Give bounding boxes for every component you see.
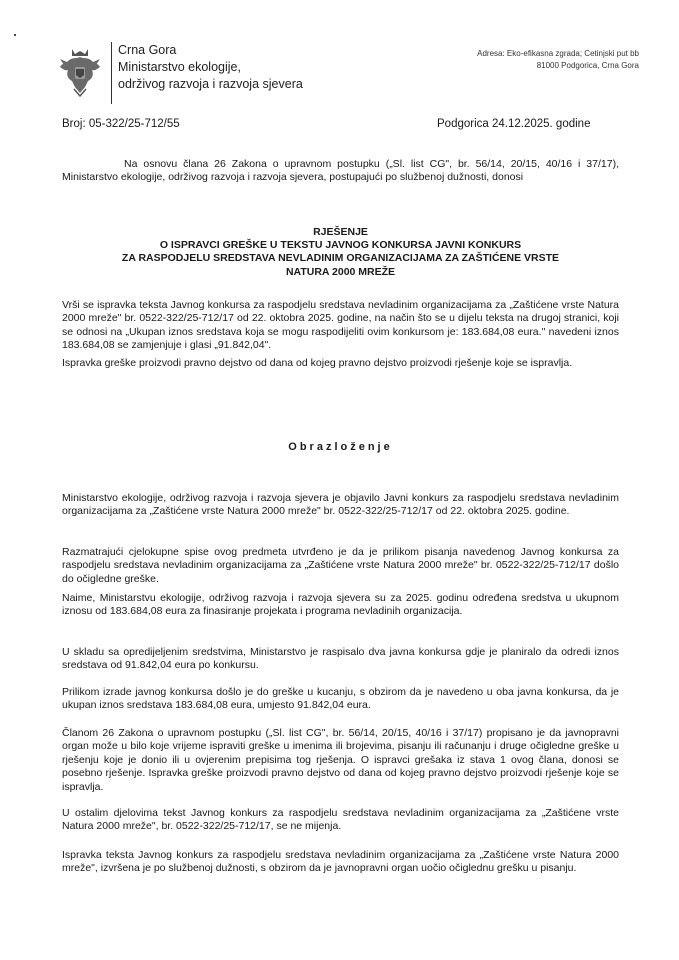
- reasoning-paragraph-5: Prilikom izrade javnog konkursa došlo je do greške u kucanju, s obzirom da je navedeno u oba javna konkursa, da je ukupan iznos sredstava 183.684,08 eura, umjesto 91.842,04 eura.: [62, 686, 619, 712]
- reasoning-heading: Obrazloženje: [288, 441, 393, 453]
- decision-paragraph-1: Vrši se ispravka teksta Javnog konkursa za raspodjelu sredstava nevladinim organizacijama za „Zaštićene vrste Natura 2000 mreže" br. 0522-322/25-712/17 od 22. oktobra 2025. godine, na način što se u dijelu teksta na drugoj stranici, koji se odnosi na „Ukupan iznos sredstava koja se mogu raspodijeliti ovim konkursom je: 183.684,08 eura." navedeni iznos 183.684,08 se zamjenjuje i glasi „91.842,04".: [62, 299, 619, 352]
- ministry-line-1: Ministarstvo ekologije,: [118, 60, 241, 74]
- ministry-line-2: održivog razvoja i razvoja sjevera: [118, 77, 303, 91]
- document-title: [62, 226, 619, 279]
- intro-paragraph: Na osnovu člana 26 Zakona o upravnom postupku („Sl. list CG", br. 56/14, 20/15, 40/16 i 37/17), Ministarstvo ekologije, održivog razvoja i razvoja sjevera, postupajući po službenoj dužnosti, donosi: [62, 158, 619, 184]
- title-line-1: RJEŠENJE: [313, 226, 368, 238]
- title-line-4: NATURA 2000 MREŽE: [285, 265, 396, 278]
- country-name: Crna Gora: [118, 43, 177, 57]
- decision-paragraph-2: Ispravka greške proizvodi pravno dejstvo od dana od kojeg pravno dejstvo proizvodi rješenje koje se ispravlja.: [62, 357, 573, 369]
- title-line-2: O ISPRAVCI GREŠKE U TEKSTU JAVNOG KONKURSA JAVNI KONKURS: [159, 239, 522, 252]
- title-line-3: ZA RASPODJELU SREDSTAVA NEVLADINIM ORGANIZACIJAMA ZA ZAŠTIĆENE VRSTE: [121, 252, 560, 265]
- reasoning-paragraph-6: Članom 26 Zakona o upravnom postupku („Sl. list CG", br. 56/14, 20/15, 40/16 i 37/17) propisano je da javnopravni organ može u bilo koje vrijeme ispraviti greške u imenima ili brojevima, pisanju ili računanju i druge očigledne greške u rješenju koje je donio ili u ovjerenim prepisima tog rješenja. O ispravci grešaka iz stava 1 ovog člana, donosi se posebno rješenje. Ispravka greške proizvodi pravno dejstvo od dana od kojeg pravno dejstvo proizvodi rješenje koje se ispravlja.: [62, 727, 619, 793]
- header-divider: [111, 42, 112, 104]
- reasoning-paragraph-7: U ostalim djelovima tekst Javnog konkurs za raspodjelu sredstava nevladinim organizacijama za „Zaštićene vrste Natura 2000 mreže", br. 0522-322/25-712/17, se ne mijenja.: [62, 807, 619, 833]
- place-date: Podgorica 24.12.2025. godine: [437, 118, 591, 130]
- address-line-1: Adresa: Eko-efikasna zgrada; Cetinjski put bb: [477, 49, 639, 58]
- reasoning-paragraph-3: Naime, Ministarstvu ekologije, održivog razvoja i razvoja sjevera su za 2025. godinu određena sredstva u ukupnom iznosu od 183.684,08 eura za finasiranje projekata i programa nevladinih organizacija.: [62, 592, 619, 618]
- reasoning-paragraph-2: Razmatrajući cjelokupne spise ovog predmeta utvrđeno je da je prilikom pisanja navedenog Javnog konkursa za raspodjelu sredstava nevladinim organizacijama za „Zaštićene vrste Natura 2000 mreže" br. 0522-322/25-712/17 došlo do očigledne greške.: [62, 546, 619, 585]
- address-line-2: 81000 Podgorica, Crna Gora: [536, 61, 639, 70]
- coat-of-arms-icon: [58, 45, 102, 97]
- ministry-name: [118, 42, 303, 93]
- scan-speck: [14, 34, 16, 36]
- reasoning-paragraph-1: Ministarstvo ekologije, održivog razvoja i razvoja sjevera je objavilo Javni konkurs za raspodjelu sredstava nevladinim organizacijama za „Zaštićene vrste Natura 2000 mreže" br. 0522-322/25-712/17 od 22. oktobra 2025. godine.: [62, 492, 619, 518]
- reasoning-paragraph-4: U skladu sa opredijeljenim sredstvima, Ministarstvo je raspisalo dva javna konkursa gdje je planiralo da odredi iznos sredstava od 91.842,04 eura po konkursu.: [62, 646, 619, 672]
- reference-number: Broj: 05-322/25-712/55: [62, 118, 180, 130]
- address-block: [477, 48, 639, 72]
- reasoning-paragraph-8: Ispravka teksta Javnog konkurs za raspodjelu sredstava nevladinim organizacijama za „Zaštićene vrste Natura 2000 mreže", izvršena je po službenoj dužnosti, s obzirom da je javnopravni organ uočio očiglednu grešku u pisanju.: [62, 849, 619, 875]
